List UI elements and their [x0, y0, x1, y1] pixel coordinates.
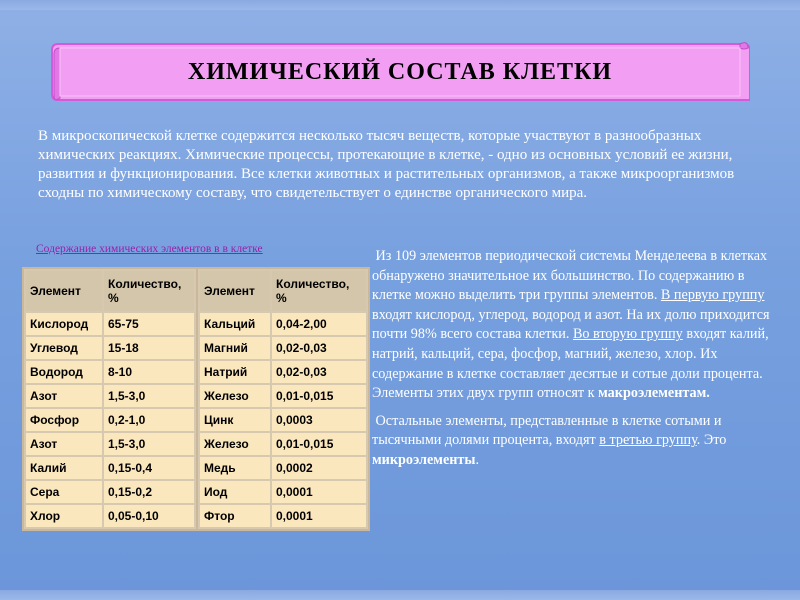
amount-cell: 0,0003	[272, 409, 366, 431]
text-span: . Это	[696, 432, 727, 449]
header-amount: Количество, %	[272, 271, 366, 311]
table-header-row	[200, 271, 366, 311]
element-cell: Натрий	[200, 361, 270, 383]
page-title: ХИМИЧЕСКИЙ СОСТАВ КЛЕТКИ	[187, 58, 613, 85]
intro-paragraph: В микроскопической клетке содержится несколько тысяч веществ, которые участвуют в разнообразных химических реакциях. Химические процессы, протекающие в клетке, - одно из основных условий ее жизни, развития и функционирования. Все клетки животных и растительных организмов, а также микроорганизмов сходны по химическому составу, что свидетельствует о единстве органического мира.	[38, 128, 735, 201]
element-cell: Углевод	[26, 337, 102, 359]
element-cell: Сера	[26, 481, 102, 503]
second-group-link[interactable]: Во вторую группу	[572, 326, 683, 343]
table-row	[26, 361, 194, 383]
element-cell: Азот	[26, 433, 102, 455]
amount-cell: 1,5-3,0	[104, 433, 194, 455]
table-row	[200, 337, 366, 359]
element-cell: Железо	[200, 433, 270, 455]
table-row	[200, 505, 366, 527]
text-span: Остальные элементы, представленные в клетке сотыми и тысячными долями процента, входят	[372, 412, 722, 449]
amount-cell: 0,04-2,00	[272, 313, 366, 335]
macroelements-term: макроэлементам.	[598, 385, 710, 402]
element-cell: Железо	[200, 385, 270, 407]
header-amount: Количество, %	[104, 271, 194, 311]
table-row	[200, 313, 366, 335]
amount-cell: 0,01-0,015	[272, 433, 366, 455]
amount-cell: 15-18	[104, 337, 194, 359]
third-group-link[interactable]: в третью группу	[599, 432, 697, 449]
table-row	[200, 457, 366, 479]
text-span: входят калий, натрий, кальций, сера, фосфор, магний, железо, хлор. Их содержание в клетке составляет десятые и сотые доли процента. Элементы этих двух групп относят к	[372, 326, 769, 402]
table-row	[26, 457, 194, 479]
element-cell: Кислород	[26, 313, 102, 335]
amount-cell: 0,2-1,0	[104, 409, 194, 431]
amount-cell: 0,15-0,4	[104, 457, 194, 479]
element-cell: Магний	[200, 337, 270, 359]
groups-description	[372, 247, 772, 471]
element-cell: Фтор	[200, 505, 270, 527]
amount-cell: 0,01-0,015	[272, 385, 366, 407]
element-cell: Иод	[200, 481, 270, 503]
header-element: Элемент	[200, 271, 270, 311]
element-cell: Хлор	[26, 505, 102, 527]
table-row	[26, 433, 194, 455]
amount-cell: 8-10	[104, 361, 194, 383]
bottom-frame	[0, 590, 800, 600]
title-banner	[50, 40, 750, 104]
amount-cell: 0,02-0,03	[272, 361, 366, 383]
amount-cell: 0,0001	[272, 481, 366, 503]
element-cell: Цинк	[200, 409, 270, 431]
element-cell: Водород	[26, 361, 102, 383]
top-frame	[0, 0, 800, 10]
elements-table-left	[22, 267, 198, 531]
table-row	[200, 361, 366, 383]
amount-cell: 0,02-0,03	[272, 337, 366, 359]
table-caption[interactable]: Содержание химических элементов в в клетке	[36, 243, 263, 255]
elements-table-right	[196, 267, 370, 531]
element-cell: Медь	[200, 457, 270, 479]
table-row	[26, 481, 194, 503]
table-header-row	[26, 271, 194, 311]
table-row	[26, 505, 194, 527]
groups-paragraph-2	[372, 412, 772, 471]
amount-cell: 0,0002	[272, 457, 366, 479]
element-cell: Калий	[26, 457, 102, 479]
table-row	[26, 337, 194, 359]
microelements-term: микроэлементы	[372, 451, 476, 468]
amount-cell: 1,5-3,0	[104, 385, 194, 407]
table-row	[26, 409, 194, 431]
element-cell: Кальций	[200, 313, 270, 335]
table-row	[200, 409, 366, 431]
first-group-link[interactable]: В первую группу	[660, 287, 765, 304]
amount-cell: 65-75	[104, 313, 194, 335]
text-span: Из 109 элементов периодической системы Менделеева в клетках обнаружено значительное их большинство. По содержанию в клетке можно выделить три группы элементов.	[372, 248, 768, 304]
element-cell: Азот	[26, 385, 102, 407]
amount-cell: 0,15-0,2	[104, 481, 194, 503]
table-row	[200, 433, 366, 455]
table-row	[200, 481, 366, 503]
amount-cell: 0,0001	[272, 505, 366, 527]
text-span: .	[475, 451, 480, 468]
header-element: Элемент	[26, 271, 102, 311]
text-span: входят кислород, углерод, водород и азот. На их долю приходится почти 98% всего состава клетки.	[372, 306, 770, 343]
amount-cell: 0,05-0,10	[104, 505, 194, 527]
table-row	[200, 385, 366, 407]
groups-paragraph-1	[372, 247, 772, 404]
table-row	[26, 313, 194, 335]
element-cell: Фосфор	[26, 409, 102, 431]
table-row	[26, 385, 194, 407]
